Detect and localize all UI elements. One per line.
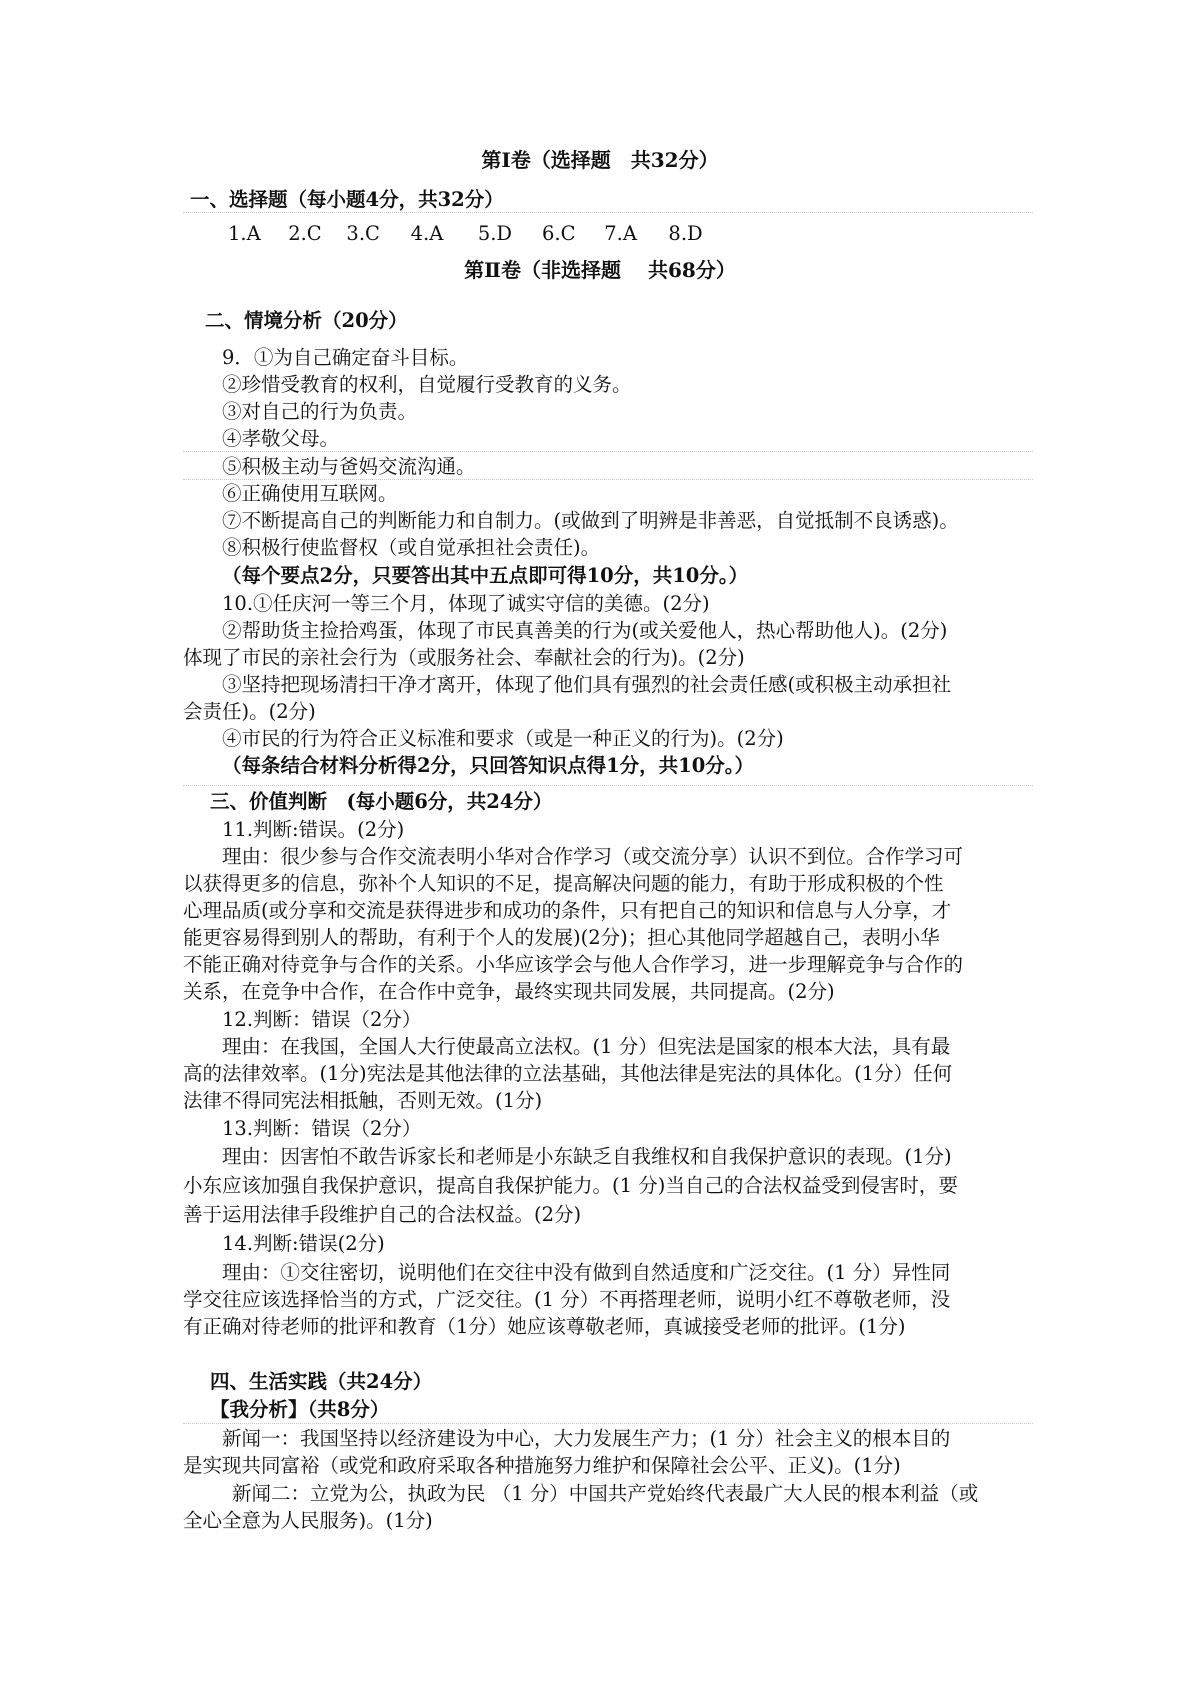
q10-line-2: ②帮助货主捡拾鸡蛋，体现了市民真善美的行为(或关爱他人，热心帮助他人)。(2分) [222, 619, 948, 642]
answer-7: 7.A [604, 222, 637, 245]
q11-reason-line-4: 能更容易得到别人的帮助，有利于个人的发展)(2分)；担心其他同学超越自己，表明小华 [183, 926, 940, 949]
answer-5: 5.D [477, 222, 513, 245]
q10-line-4: ③坚持把现场清扫干净才离开，体现了他们具有强烈的社会责任感(或积极主动承担社 [222, 673, 952, 696]
q13-reason-line-1: 理由：因害怕不敢告诉家长和老师是小东缺乏自我维权和自我保护意识的表现。(1分) [222, 1145, 952, 1168]
section2-heading: 二、情境分析（20分） [205, 309, 408, 332]
divider [183, 451, 1033, 452]
q9-point-1: 9．①为自己确定奋斗目标。 [222, 346, 469, 369]
news1-line-2: 是实现共同富裕（或党和政府采取各种措施努力维护和保障社会公平、正义)。(1分) [183, 1454, 901, 1477]
section3-heading: 三、价值判断 (每小题6分，共24分） [210, 790, 553, 813]
q10-line-5: 会责任)。(2分) [183, 700, 316, 723]
divider [183, 1423, 1033, 1424]
q9-point-6: ⑥正确使用互联网。 [222, 482, 398, 505]
part2-title: 第Ⅱ卷（非选择题 共68分） [464, 258, 736, 282]
q10-scoring-note: （每条结合材料分析得2分，只回答知识点得1分，共10分。） [222, 754, 755, 777]
q10-line-3: 体现了市民的亲社会行为（或服务社会、奉献社会的行为)。(2分) [183, 646, 745, 669]
q12-judgement: 12.判断：错误（2分） [222, 1008, 422, 1031]
answer-1: 1.A [228, 222, 261, 245]
answer-2: 2.C [288, 222, 322, 245]
section1-heading: 一、选择题（每小题4分，共32分） [190, 188, 504, 211]
part1-title: 第Ⅰ卷（选择题 共32分） [481, 148, 719, 172]
q14-judgement: 14.判断:错误(2分) [222, 1232, 385, 1255]
news1-line-1: 新闻一：我国坚持以经济建设为中心，大力发展生产力；(1 分）社会主义的根本目的 [222, 1427, 951, 1450]
q12-reason-line-3: 法律不得同宪法相抵触，否则无效。(1分) [183, 1089, 543, 1112]
divider [183, 785, 1033, 786]
divider [183, 212, 1033, 213]
answer-8: 8.D [668, 222, 703, 245]
q11-reason-line-2: 以获得更多的信息，弥补个人知识的不足，提高解决问题的能力，有助于形成积极的个性 [183, 872, 944, 895]
q10-line-1: 10.①任庆河一等三个月，体现了诚实守信的美德。(2分) [222, 592, 710, 615]
q9-point-2: ②珍惜受教育的权利，自觉履行受教育的义务。 [222, 373, 632, 396]
news2-line-1: 新闻二：立党为公，执政为民 （1 分）中国共产党始终代表最广大人民的根本利益（或 [232, 1482, 979, 1505]
q9-point-7: ⑦不断提高自己的判断能力和自制力。(或做到了明辨是非善恶，自觉抵制不良诱惑)。 [222, 509, 959, 532]
q12-reason-line-2: 高的法律效率。(1分)宪法是其他法律的立法基础，其他法律是宪法的具体化。(1分）任何 [183, 1062, 953, 1085]
q13-reason-line-2: 小东应该加强自我保护意识，提高自我保护能力。(1 分)当自己的合法权益受到侵害时，要 [183, 1174, 958, 1197]
q14-reason-line-2: 学交往应该选择恰当的方式，广泛交往。(1 分）不再搭理老师，说明小红不尊敬老师，没 [183, 1288, 951, 1311]
q11-reason-line-6: 关系，在竞争中合作，在合作中竞争，最终实现共同发展，共同提高。(2分) [183, 980, 835, 1003]
q10-line-6: ④市民的行为符合正义标准和要求（或是一种正义的行为)。(2分) [222, 727, 784, 750]
answer-4: 4.A [410, 222, 444, 245]
q14-reason-line-3: 有正确对待老师的批评和教育（1分）她应该尊敬老师，真诚接受老师的批评。(1分) [183, 1315, 906, 1338]
q11-reason-line-1: 理由：很少参与合作交流表明小华对合作学习（或交流分享）认识不到位。合作学习可 [222, 845, 964, 868]
q12-reason-line-1: 理由：在我国，全国人大行使最高立法权。(1 分）但宪法是国家的根本大法，具有最 [222, 1035, 951, 1058]
q9-point-3: ③对自己的行为负责。 [222, 400, 418, 423]
q9-point-8: ⑧积极行使监督权（或自觉承担社会责任)。 [222, 536, 601, 559]
q9-scoring-note: （每个要点2分，只要答出其中五点即可得10分，共10分。） [222, 564, 749, 587]
q14-reason-line-1: 理由：①交往密切，说明他们在交往中没有做到自然适度和广泛交往。(1 分）异性同 [222, 1261, 951, 1284]
q13-reason-line-3: 善于运用法律手段维护自己的合法权益。(2分) [183, 1203, 582, 1226]
section4-subheading: 【我分析】（共8分） [210, 1398, 390, 1421]
choice-answers [228, 220, 703, 247]
q11-reason-line-3: 心理品质(或分享和交流是获得进步和成功的条件，只有把自己的知识和信息与人分享，才 [183, 899, 952, 922]
section4-heading: 四、生活实践（共24分） [210, 1370, 433, 1393]
q9-point-5: ⑤积极主动与爸妈交流沟通。 [222, 455, 476, 478]
q9-point-4: ④孝敬父母。 [222, 427, 340, 450]
q11-reason-line-5: 不能正确对待竞争与合作的关系。小华应该学会与他人合作学习，进一步理解竞争与合作的 [183, 953, 964, 976]
q13-judgement: 13.判断：错误（2分） [222, 1117, 422, 1140]
news2-line-2: 全心全意为人民服务)。(1分) [183, 1509, 433, 1532]
answer-3: 3.C [346, 222, 380, 245]
answer-6: 6.C [542, 222, 576, 245]
q11-judgement: 11.判断:错误。(2分) [222, 818, 405, 841]
